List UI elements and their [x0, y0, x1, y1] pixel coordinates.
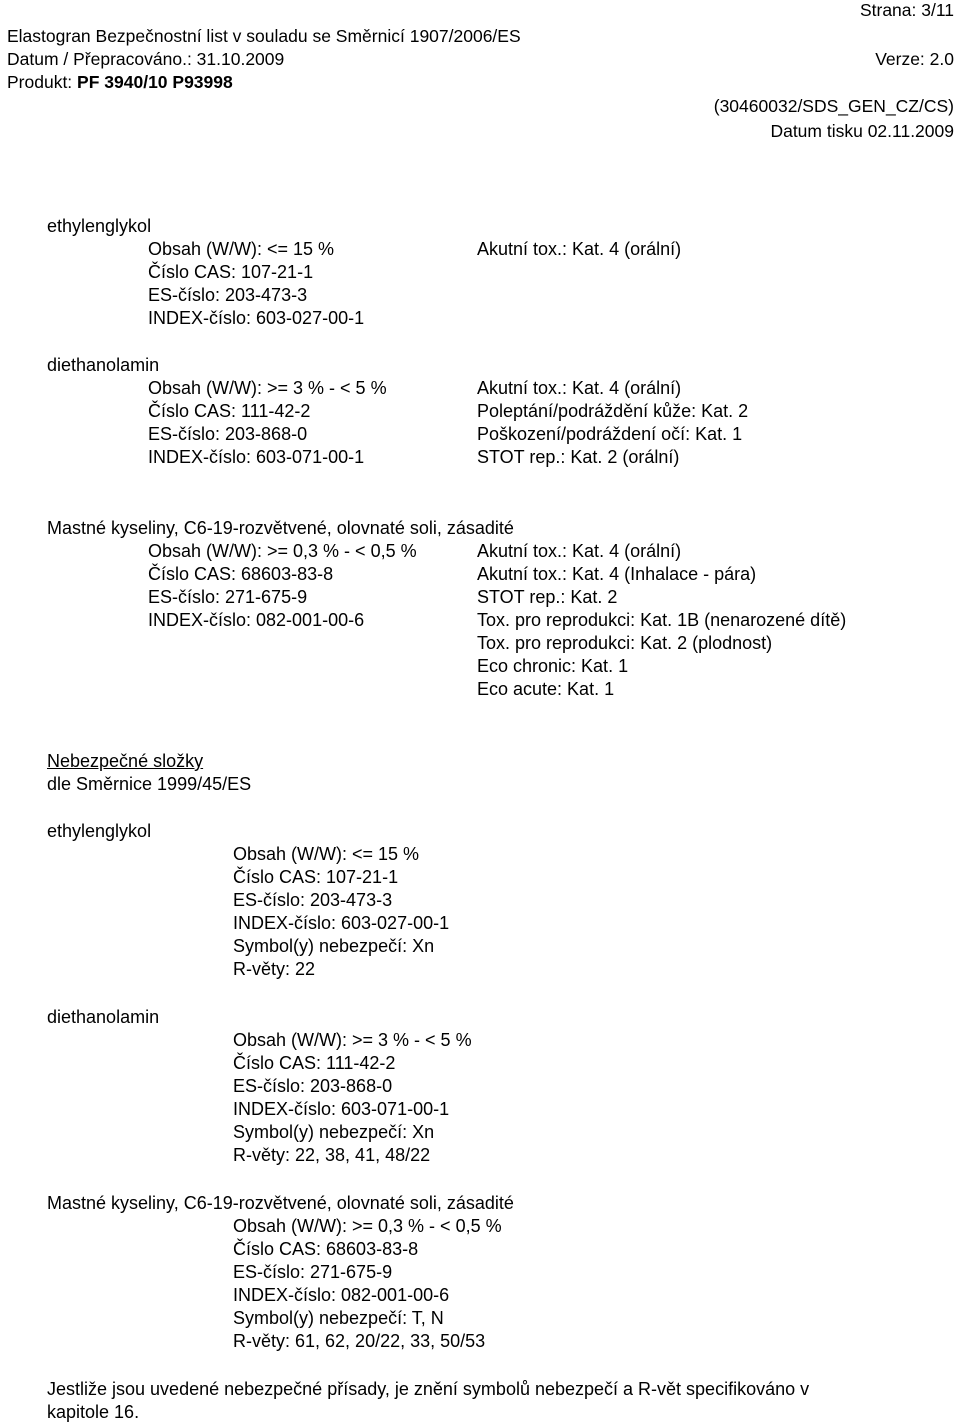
- print-date: Datum tisku 02.11.2009: [770, 121, 954, 141]
- prop-line: Symbol(y) nebezpečí: T, N: [233, 1308, 444, 1328]
- footer-note: [47, 1378, 809, 1424]
- hazard-line: Tox. pro reprodukci: Kat. 2 (plodnost): [477, 633, 773, 653]
- prop-line: INDEX-číslo: 603-027-00-1: [233, 913, 450, 933]
- hazard-line: Akutní tox.: Kat. 4 (orální): [477, 378, 682, 398]
- prop-line: ES-číslo: 203-868-0: [233, 1076, 393, 1096]
- prop-line: Obsah (W/W): <= 15 %: [148, 239, 335, 259]
- prop-line: R-věty: 61, 62, 20/22, 33, 50/53: [233, 1331, 486, 1351]
- product-value: PF 3940/10 P93998: [77, 72, 233, 92]
- prop-line: Číslo CAS: 111-42-2: [233, 1053, 396, 1073]
- prop-line: INDEX-číslo: 082-001-00-6: [148, 610, 365, 630]
- footer-line: kapitole 16.: [47, 1402, 140, 1422]
- component-props: [148, 377, 387, 469]
- document-title: Elastogran Bezpečnostní list v souladu se Směrnicí 1907/2006/ES: [7, 26, 521, 46]
- dsd-component-props: [233, 1215, 502, 1353]
- prop-line: ES-číslo: 271-675-9: [148, 587, 308, 607]
- prop-line: INDEX-číslo: 603-027-00-1: [148, 308, 365, 328]
- prop-line: ES-číslo: 203-868-0: [148, 424, 308, 444]
- prop-line: Obsah (W/W): >= 0,3 % - < 0,5 %: [148, 541, 417, 561]
- dsd-component-name: diethanolamin: [47, 1007, 160, 1027]
- hazard-line: STOT rep.: Kat. 2: [477, 587, 618, 607]
- prop-line: INDEX-číslo: 603-071-00-1: [148, 447, 365, 467]
- prop-line: Číslo CAS: 68603-83-8: [233, 1239, 419, 1259]
- prop-line: R-věty: 22, 38, 41, 48/22: [233, 1145, 431, 1165]
- document-code: (30460032/SDS_GEN_CZ/CS): [713, 96, 954, 116]
- component-name: ethylenglykol: [47, 216, 152, 236]
- page-number: Strana: 3/11: [859, 0, 954, 20]
- prop-line: R-věty: 22: [233, 959, 316, 979]
- hazard-line: Poškození/podráždení očí: Kat. 1: [477, 424, 743, 444]
- prop-line: Obsah (W/W): >= 3 % - < 5 %: [233, 1030, 472, 1050]
- hazard-line: Tox. pro reprodukci: Kat. 1B (nenarozené dítě): [477, 610, 847, 630]
- hazard-line: STOT rep.: Kat. 2 (orální): [477, 447, 680, 467]
- component-name: Mastné kyseliny, C6-19-rozvětvené, olovnaté soli, zásadité: [47, 518, 514, 538]
- dsd-component-props: [233, 1029, 472, 1167]
- footer-line: Jestliže jsou uvedené nebezpečné přísady, je znění symbolů nebezpečí a R-vět specifikováno v: [47, 1379, 810, 1399]
- prop-line: Obsah (W/W): >= 3 % - < 5 %: [148, 378, 387, 398]
- component-hazards: [477, 540, 846, 701]
- prop-line: Číslo CAS: 68603-83-8: [148, 564, 334, 584]
- prop-line: Obsah (W/W): <= 15 %: [233, 844, 420, 864]
- prop-line: ES-číslo: 271-675-9: [233, 1262, 393, 1282]
- hazard-line: Akutní tox.: Kat. 4 (orální): [477, 239, 682, 259]
- component-props: [148, 238, 364, 330]
- version: Verze: 2.0: [875, 49, 954, 69]
- prop-line: Číslo CAS: 107-21-1: [148, 262, 314, 282]
- dsd-component-props: [233, 843, 449, 981]
- hazard-line: Akutní tox.: Kat. 4 (Inhalace - pára): [477, 564, 757, 584]
- component-hazards: [477, 377, 748, 469]
- hazard-line: Akutní tox.: Kat. 4 (orální): [477, 541, 682, 561]
- prop-line: Číslo CAS: 107-21-1: [233, 867, 399, 887]
- prop-line: INDEX-číslo: 082-001-00-6: [233, 1285, 450, 1305]
- revision-date: Datum / Přepracováno.: 31.10.2009: [7, 49, 285, 69]
- component-hazards: [477, 238, 681, 261]
- dsd-component-name: ethylenglykol: [47, 821, 152, 841]
- section-title: Nebezpečné složky: [47, 751, 204, 771]
- hazard-line: Eco acute: Kat. 1: [477, 679, 615, 699]
- product-label: Produkt:: [7, 72, 78, 92]
- prop-line: ES-číslo: 203-473-3: [148, 285, 308, 305]
- hazard-line: Eco chronic: Kat. 1: [477, 656, 629, 676]
- prop-line: Symbol(y) nebezpečí: Xn: [233, 1122, 435, 1142]
- component-props: [148, 540, 417, 632]
- section-subtitle: dle Směrnice 1999/45/ES: [47, 774, 252, 794]
- product-line: [7, 71, 233, 94]
- prop-line: Symbol(y) nebezpečí: Xn: [233, 936, 435, 956]
- prop-line: Číslo CAS: 111-42-2: [148, 401, 311, 421]
- hazard-line: Poleptání/podráždění kůže: Kat. 2: [477, 401, 749, 421]
- dsd-component-name: Mastné kyseliny, C6-19-rozvětvené, olovnaté soli, zásadité: [47, 1193, 514, 1213]
- component-name: diethanolamin: [47, 355, 160, 375]
- prop-line: ES-číslo: 203-473-3: [233, 890, 393, 910]
- prop-line: Obsah (W/W): >= 0,3 % - < 0,5 %: [233, 1216, 502, 1236]
- prop-line: INDEX-číslo: 603-071-00-1: [233, 1099, 450, 1119]
